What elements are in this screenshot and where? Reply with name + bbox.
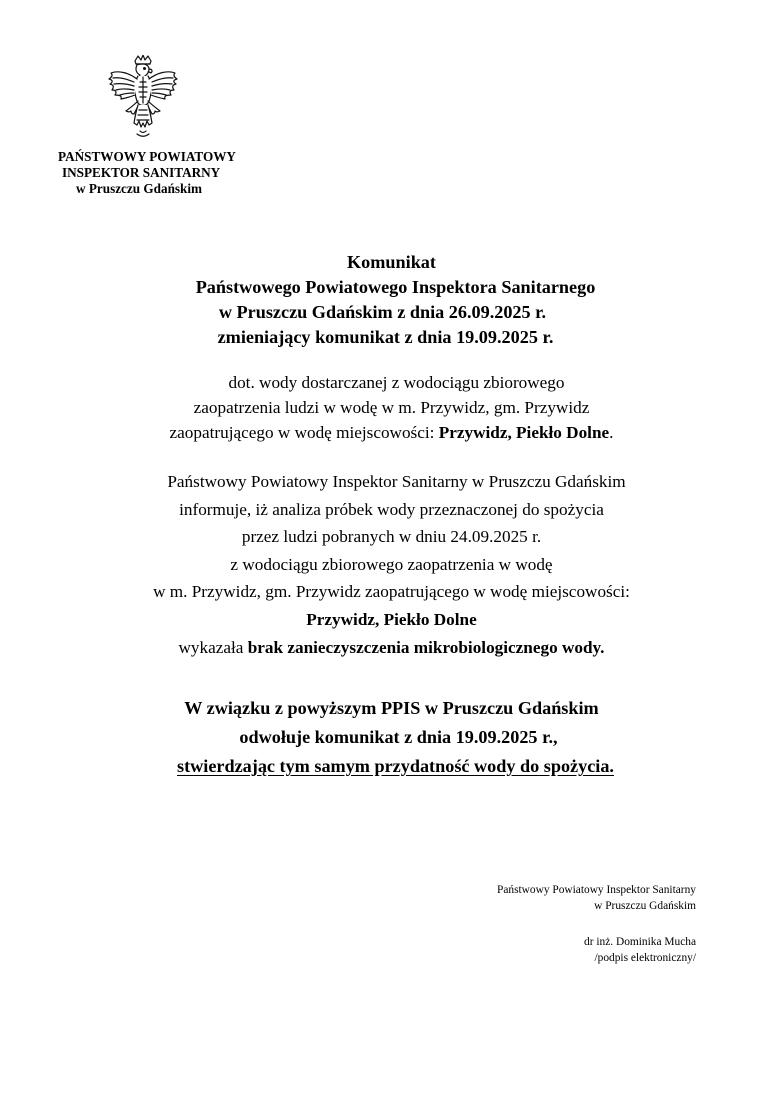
signature-note: /podpis elektroniczny/ — [594, 952, 696, 964]
body-localities-bold: Przywidz, Piekło Dolne — [306, 609, 477, 629]
subject-localities: Przywidz, Piekło Dolne — [438, 423, 610, 442]
body-paragraph — [0, 468, 783, 661]
body-localities — [0, 606, 783, 634]
subject-line-3-suffix: . — [609, 423, 614, 442]
conclusion-line-3-underlined: stwierdzając tym samym przydatność wody do spożycia. — [177, 756, 614, 776]
body-line-3: przez ludzi pobranych w dniu 24.09.2025 r. — [241, 527, 542, 547]
heading-title: Komunikat — [347, 252, 436, 272]
conclusion-paragraph — [0, 694, 783, 781]
heading-line-3: w Pruszczu Gdańskim z dnia 26.09.2025 r. — [218, 302, 547, 322]
conclusion-line-2: odwołuje komunikat z dnia 19.09.2025 r., — [239, 727, 558, 747]
issuer-block — [58, 149, 278, 197]
conclusion-line-1: W związku z powyższym PPIS w Pruszczu Gdańskim — [184, 698, 599, 718]
subject-line-2: zaopatrzenia ludzi w wodę w m. Przywidz, gm. Przywidz — [193, 398, 590, 417]
body-line-1: Państwowy Powiatowy Inspektor Sanitarny w Pruszczu Gdańskim — [167, 472, 626, 491]
signature-name: dr inż. Dominika Mucha — [584, 936, 696, 948]
issuer-line-2: INSPEKTOR SANITARNY — [62, 165, 221, 180]
polish-eagle-emblem-icon — [104, 55, 182, 139]
issuer-line-3: w Pruszczu Gdańskim — [76, 181, 203, 196]
signature-spacer — [410, 914, 696, 934]
announcement-heading — [0, 250, 783, 350]
issuer-line-1: PAŃSTWOWY POWIATOWY — [58, 149, 236, 164]
body-result-bold: brak zanieczyszczenia mikrobiologicznego wody. — [247, 637, 605, 657]
signature-office-line-2: w Pruszczu Gdańskim — [594, 900, 696, 912]
signature-office-line-1: Państwowy Powiatowy Inspektor Sanitarny — [496, 884, 696, 896]
heading-line-4: zmieniający komunikat z dnia 19.09.2025 r. — [217, 327, 554, 347]
body-line-7 — [0, 634, 783, 662]
signature-block — [410, 882, 696, 966]
body-line-5: w m. Przywidz, gm. Przywidz zaopatrującego w wodę miejscowości: — [153, 582, 630, 602]
heading-line-2: Państwowego Powiatowego Inspektora Sanitarnego — [195, 277, 596, 297]
body-line-2: informuje, iż analiza próbek wody przeznaczonej do spożycia — [179, 499, 604, 519]
body-line-4: z wodociągu zbiorowego zaopatrzenia w wodę — [230, 554, 553, 574]
subject-line-3 — [0, 420, 783, 445]
subject-line-1: dot. wody dostarczanej z wodociągu zbiorowego — [228, 373, 565, 392]
subject-line-3-prefix: zaopatrującego w wodę miejscowości: — [169, 423, 439, 442]
body-line-7-prefix: wykazała — [178, 637, 248, 657]
subject-paragraph — [0, 370, 783, 445]
